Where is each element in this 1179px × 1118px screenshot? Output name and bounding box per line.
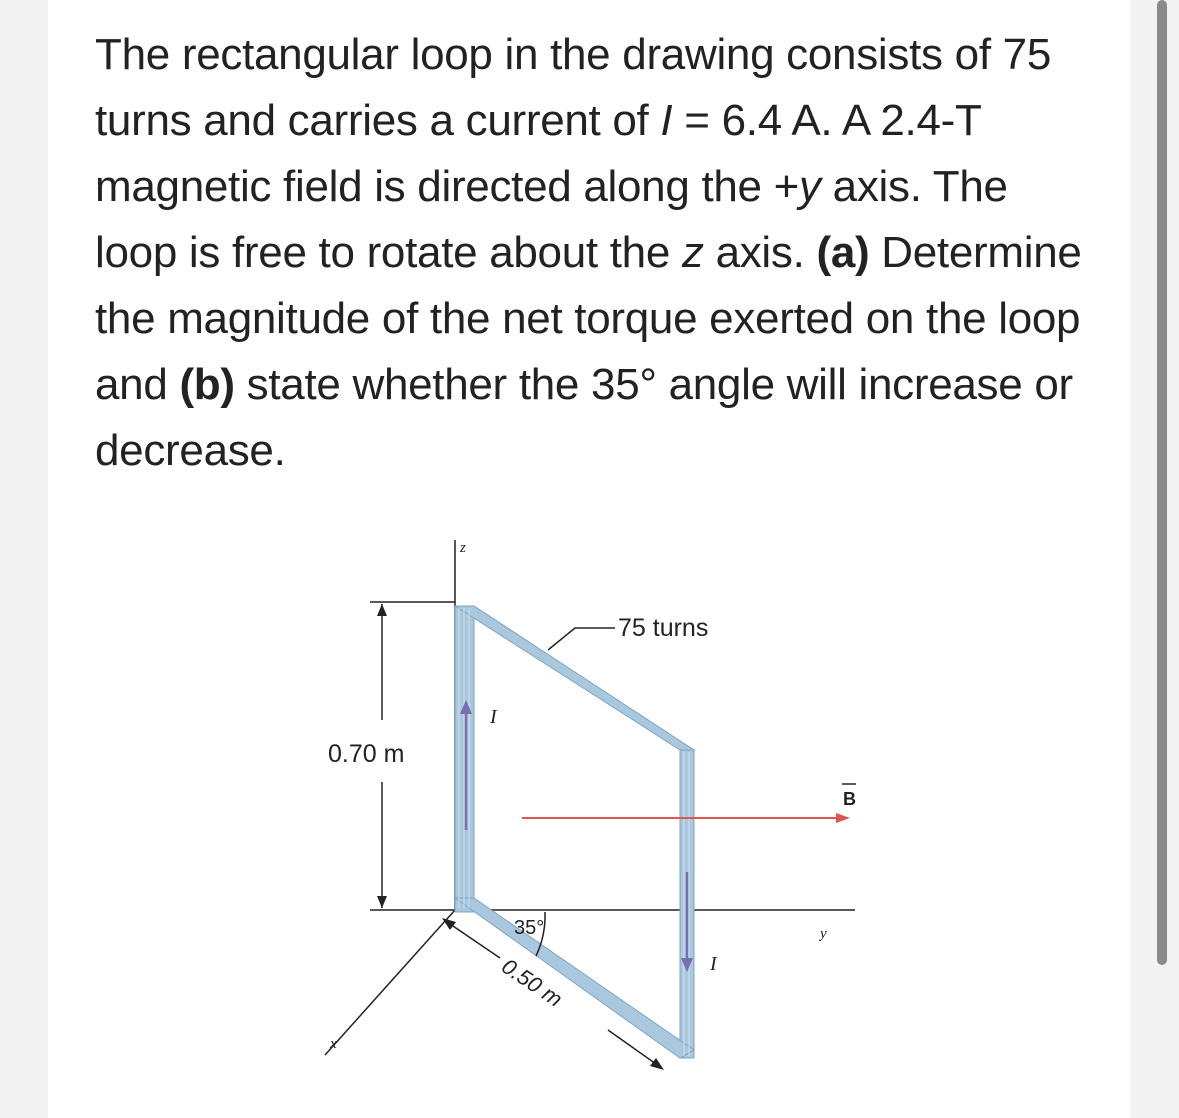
x-axis-line (325, 910, 455, 1055)
variable-y: y (799, 162, 821, 211)
current-label-left: I (490, 706, 497, 728)
y-axis-label: y (820, 926, 827, 942)
turns-leader-line (548, 628, 615, 650)
current-label-right: I (710, 953, 717, 975)
part-b-label: (b) (179, 360, 235, 409)
x-axis-label: x (330, 1036, 337, 1052)
problem-sentence-3: axis. The loop is free to rotate about the (95, 162, 1008, 277)
field-arrowhead (836, 813, 850, 823)
variable-current: I (660, 96, 673, 145)
coil-bottom-side (455, 898, 694, 1058)
problem-sentence-6: state whether the 35° angle will increase or decrease. (95, 360, 1073, 475)
part-a-label: (a) (816, 228, 870, 277)
width-label: 0.50 m (497, 953, 567, 1012)
loop-figure (290, 520, 890, 1090)
problem-sentence-5: Determine the magnitude of the net torque exerted on the loop and (95, 228, 1082, 409)
problem-text (95, 22, 1085, 484)
variable-z: z (681, 228, 704, 277)
coil-loop (455, 606, 694, 1058)
scrollbar[interactable] (1157, 0, 1167, 965)
problem-sentence-4: axis. (703, 228, 817, 277)
height-label: 0.70 m (328, 740, 405, 768)
problem-sentence-2: = 6.4 A. A 2.4-T magnetic field is directed along the + (95, 96, 981, 211)
field-label: B (843, 789, 856, 809)
angle-label: 35° (514, 917, 545, 939)
z-axis-label: z (460, 540, 466, 556)
problem-sentence-1: The rectangular loop in the drawing consists of 75 turns and carries a current of (95, 30, 1052, 145)
turns-label: 75 turns (618, 614, 709, 642)
